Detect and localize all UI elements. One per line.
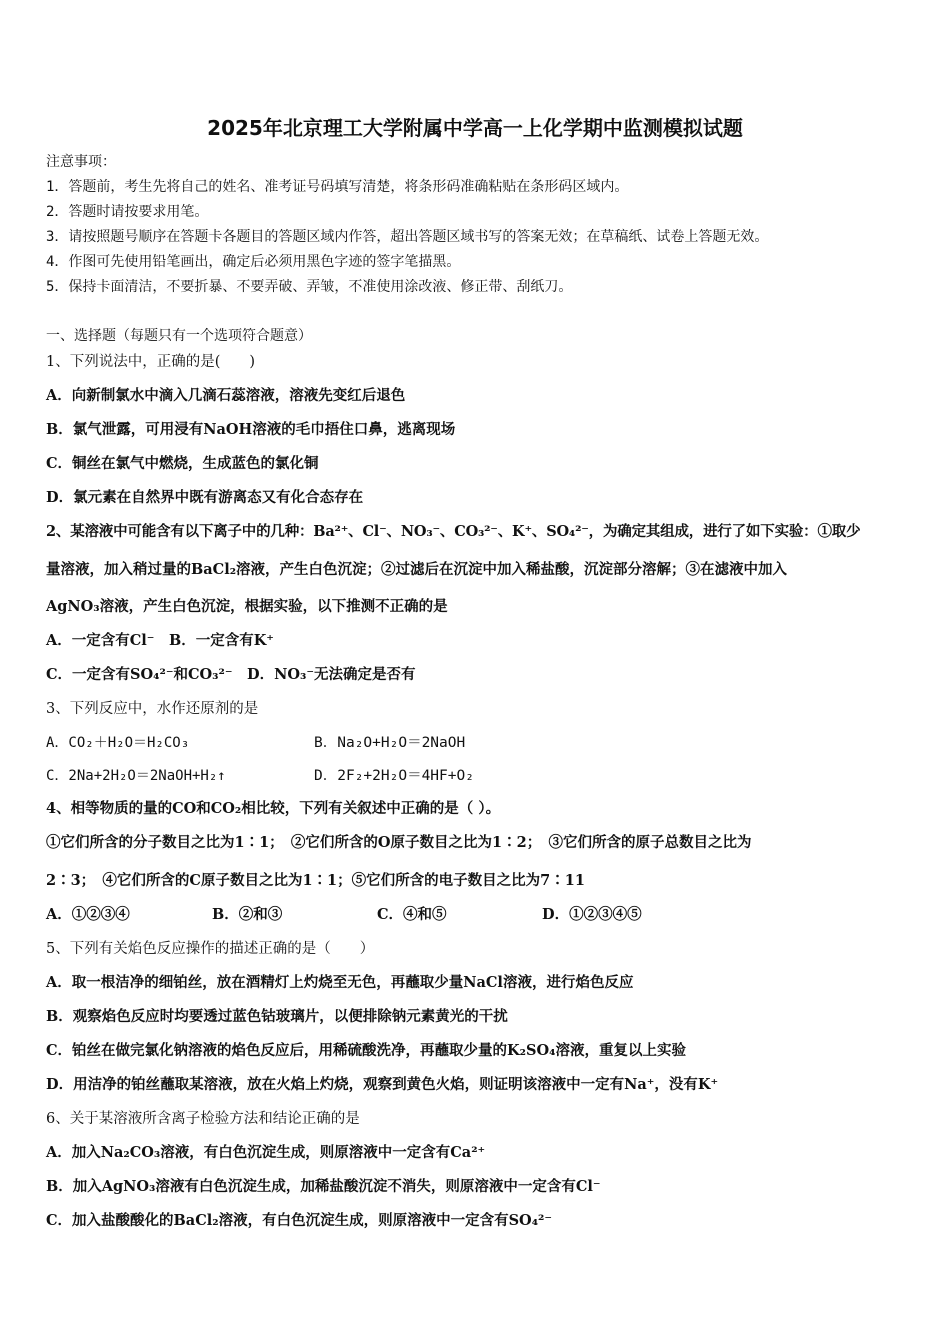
- question-2-stem-line2: 量溶液，加入稍过量的BaCl₂溶液，产生白色沉淀；②过滤后在沉淀中加入稀盐酸，沉淀部分溶解；③在滤液中加入: [46, 561, 788, 578]
- question-6-option-c: C．加入盐酸酸化的BaCl₂溶液，有白色沉淀生成，则原溶液中一定含有SO₄²⁻: [46, 1212, 553, 1229]
- question-6-option-a: A．加入Na₂CO₃溶液，有白色沉淀生成，则原溶液中一定含有Ca²⁺: [46, 1144, 486, 1161]
- notice-item: 5．保持卡面清洁，不要折暴、不要弄破、弄皱，不准使用涂改液、修正带、刮纸刀。: [46, 279, 573, 295]
- question-2-options-ab: A．一定含有Cl⁻ B．一定含有K⁺: [46, 632, 274, 649]
- question-5-stem: 5、下列有关焰色反应操作的描述正确的是（ ）: [46, 941, 375, 957]
- question-1-option-b: B．氯气泄露，可用浸有NaOH溶液的毛巾捂住口鼻，逃离现场: [46, 421, 456, 438]
- question-1-option-d: D．氯元素在自然界中既有游离态又有化合态存在: [46, 489, 364, 506]
- question-1-option-a: A．向新制氯水中滴入几滴石蕊溶液，溶液先变红后退色: [46, 387, 406, 404]
- question-5-option-d: D．用洁净的铂丝蘸取某溶液，放在火焰上灼烧，观察到黄色火焰，则证明该溶液中一定有Na⁺，没有K⁺: [46, 1076, 719, 1093]
- question-4-statements-line2: 2∶3； ④它们所含的C原子数目之比为1∶1；⑤它们所含的电子数目之比为7∶11: [46, 872, 585, 889]
- question-1-stem: 1、下列说法中，正确的是( ): [46, 354, 256, 370]
- notice-heading: 注意事项：: [46, 154, 116, 170]
- question-5-option-a: A．取一根洁净的细铂丝，放在酒精灯上灼烧至无色，再蘸取少量NaCl溶液，进行焰色反应: [46, 974, 634, 991]
- question-4-option-a: A．①②③④: [46, 906, 130, 923]
- question-4-option-b: B．②和③: [212, 906, 283, 923]
- question-6-option-b: B．加入AgNO₃溶液有白色沉淀生成，加稀盐酸沉淀不消失，则原溶液中一定含有Cl⁻: [46, 1178, 601, 1195]
- question-2-options-cd: C．一定含有SO₄²⁻和CO₃²⁻ D．NO₃⁻无法确定是否有: [46, 666, 416, 683]
- question-6-stem: 6、关于某溶液所含离子检验方法和结论正确的是: [46, 1111, 360, 1127]
- question-2-stem-line1: 2、某溶液中可能含有以下离子中的几种：Ba²⁺、Cl⁻、NO₃⁻、CO₃²⁻、K⁺、SO₄²⁻，为确定其组成，进行了如下实验：①取少: [46, 523, 861, 540]
- question-5-option-b: B．观察焰色反应时均要透过蓝色钴玻璃片，以便排除钠元素黄光的干扰: [46, 1008, 508, 1025]
- question-4-option-c: C．④和⑤: [377, 906, 447, 923]
- question-2-stem-line3: AgNO₃溶液，产生白色沉淀，根据实验，以下推测不正确的是: [46, 598, 448, 615]
- question-3-option-c: C．2Na+2H₂O＝2NaOH+H₂↑: [46, 768, 226, 784]
- notice-item: 3．请按照题号顺序在答题卡各题目的答题区域内作答，超出答题区域书写的答案无效；在草稿纸、试卷上答题无效。: [46, 229, 769, 245]
- question-3-option-a: A．CO₂＋H₂O＝H₂CO₃: [46, 735, 190, 751]
- question-4-statements-line1: ①它们所含的分子数目之比为1∶1； ②它们所含的O原子数目之比为1∶2； ③它们所含的原子总数目之比为: [46, 834, 752, 851]
- question-3-option-b: B．Na₂O+H₂O＝2NaOH: [314, 735, 466, 751]
- notice-item: 2．答题时请按要求用笔。: [46, 204, 209, 220]
- notice-item: 4．作图可先使用铅笔画出，确定后必须用黑色字迹的签字笔描黑。: [46, 254, 461, 270]
- question-1-option-c: C．铜丝在氯气中燃烧，生成蓝色的氯化铜: [46, 455, 319, 472]
- question-3-option-d: D．2F₂+2H₂O＝4HF+O₂: [314, 768, 474, 784]
- question-3-stem: 3、下列反应中，水作还原剂的是: [46, 701, 259, 717]
- question-4-option-d: D．①②③④⑤: [542, 906, 642, 923]
- question-4-stem: 4、相等物质的量的CO和CO₂相比较，下列有关叙述中正确的是（ ）。: [46, 800, 501, 817]
- section-heading: 一、选择题（每题只有一个选项符合题意）: [46, 328, 312, 344]
- question-5-option-c: C．铂丝在做完氯化钠溶液的焰色反应后，用稀硫酸洗净，再蘸取少量的K₂SO₄溶液，重复以上实验: [46, 1042, 686, 1059]
- notice-item: 1．答题前，考生先将自己的姓名、准考证号码填写清楚，将条形码准确粘贴在条形码区域内。: [46, 179, 629, 195]
- page-title: 2025年北京理工大学附属中学高一上化学期中监测模拟试题: [207, 116, 743, 140]
